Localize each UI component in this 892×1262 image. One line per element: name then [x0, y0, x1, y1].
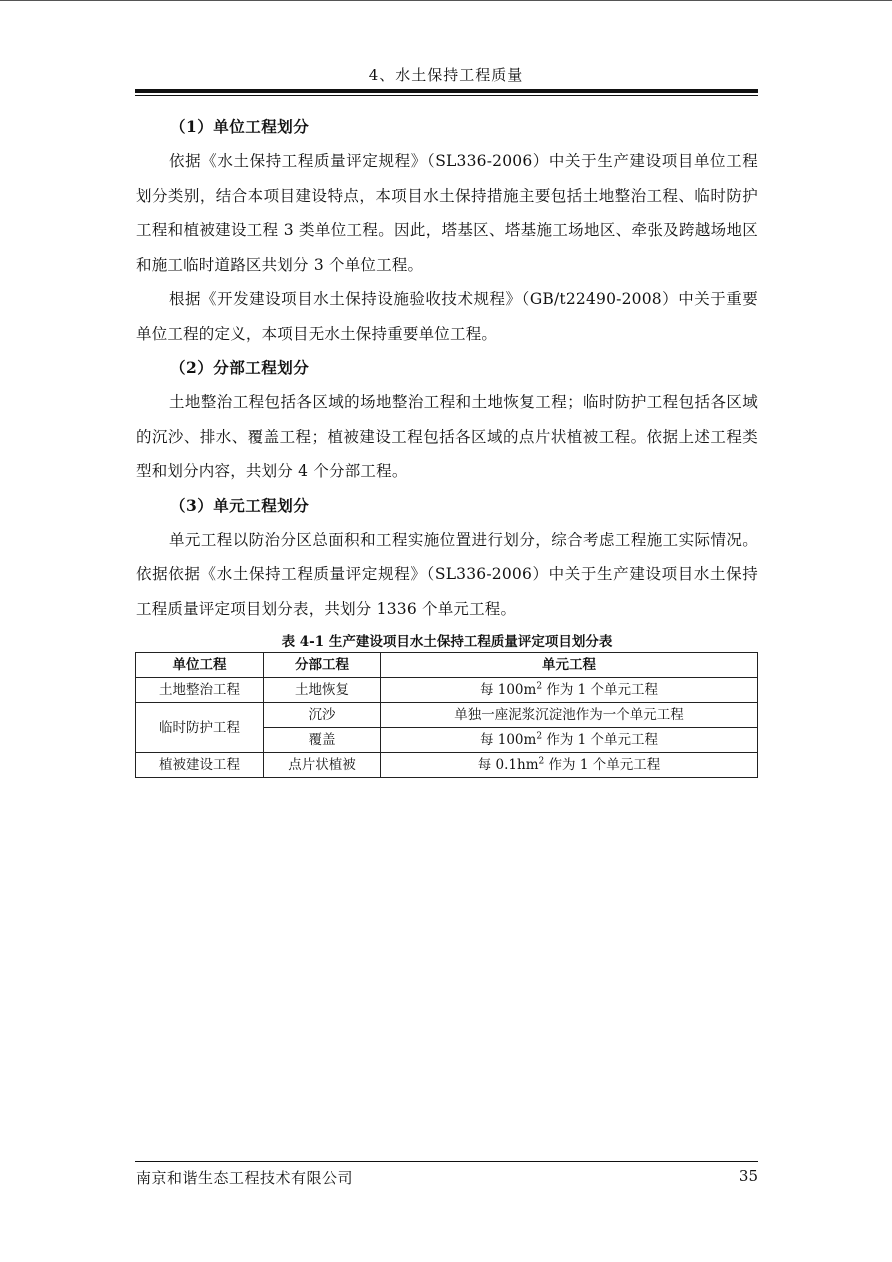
superscript-2: 2 [538, 756, 545, 767]
column-header-element: 单元工程 [381, 653, 758, 678]
cell-unit: 植被建设工程 [136, 753, 264, 778]
cell-element-text: 作为 1 个单元工程 [542, 682, 659, 698]
table-row [136, 703, 758, 728]
paragraph: 土地整治工程包括各区域的场地整治工程和土地恢复工程；临时防护工程包括各区域的沉沙、排水、覆盖工程；植被建设工程包括各区域的点片状植被工程。依据上述工程类型和划分内容，共划分 4 个分部工程。 [136, 393, 758, 480]
column-header-sub: 分部工程 [264, 653, 381, 678]
column-header-unit: 单位工程 [136, 653, 264, 678]
page-top-border [0, 0, 892, 1]
header-rule-thick [135, 89, 758, 93]
superscript-2: 2 [536, 681, 543, 692]
cell-element [381, 753, 758, 778]
table-header-row [136, 653, 758, 678]
table-row [136, 753, 758, 778]
section-heading-sub-project: （2）分部工程划分 [170, 358, 310, 377]
cell-element [381, 728, 758, 753]
table-row [136, 678, 758, 703]
footer-company-name: 南京和谐生态工程技术有限公司 [136, 1169, 354, 1187]
cell-sub: 沉沙 [264, 703, 381, 728]
cell-element-text: 每 100m [479, 682, 537, 698]
project-division-table [135, 652, 758, 778]
cell-element-text: 作为 1 个单元工程 [542, 732, 659, 748]
cell-element-text: 每 100m [479, 732, 537, 748]
cell-element [381, 678, 758, 703]
cell-sub: 覆盖 [264, 728, 381, 753]
footer-rule [135, 1161, 758, 1162]
page-number: 35 [738, 1167, 758, 1185]
cell-unit: 土地整治工程 [136, 678, 264, 703]
cell-element-text: 作为 1 个单元工程 [544, 757, 661, 773]
cell-sub: 点片状植被 [264, 753, 381, 778]
header-rule-thin [135, 95, 758, 96]
cell-sub: 土地恢复 [264, 678, 381, 703]
cell-element-text: 每 0.1hm [477, 757, 539, 773]
paragraph: 依据《水土保持工程质量评定规程》（SL336-2006）中关于生产建设项目单位工程划分类别，结合本项目建设特点，本项目水土保持措施主要包括土地整治工程、临时防护工程和植被建设工程 3 类单位工程。因此，塔基区、塔基施工场地区、牵张及跨越场地区和施工临时道路区共划分 3 个单位工程。 [136, 152, 758, 274]
table-caption: 表 4-1 生产建设项目水土保持工程质量评定项目划分表 [281, 634, 613, 650]
cell-unit: 临时防护工程 [136, 703, 264, 753]
superscript-2: 2 [536, 731, 543, 742]
running-header-title: 4、水土保持工程质量 [368, 66, 524, 84]
section-heading-unit-project: （1）单位工程划分 [170, 117, 310, 136]
paragraph: 单元工程以防治分区总面积和工程实施位置进行划分，综合考虑工程施工实际情况。依据依据《水土保持工程质量评定规程》（SL336-2006）中关于生产建设项目水土保持工程质量评定项目划分表，共划分 1336 个单元工程。 [136, 530, 758, 618]
cell-element: 单独一座泥浆沉淀池作为一个单元工程 [381, 703, 758, 728]
section-heading-element-project: （3）单元工程划分 [170, 495, 310, 515]
paragraph: 根据《开发建设项目水土保持设施验收技术规程》（GB/t22490-2008）中关于重要单位工程的定义，本项目无水土保持重要单位工程。 [136, 290, 758, 343]
page-content [136, 110, 758, 778]
